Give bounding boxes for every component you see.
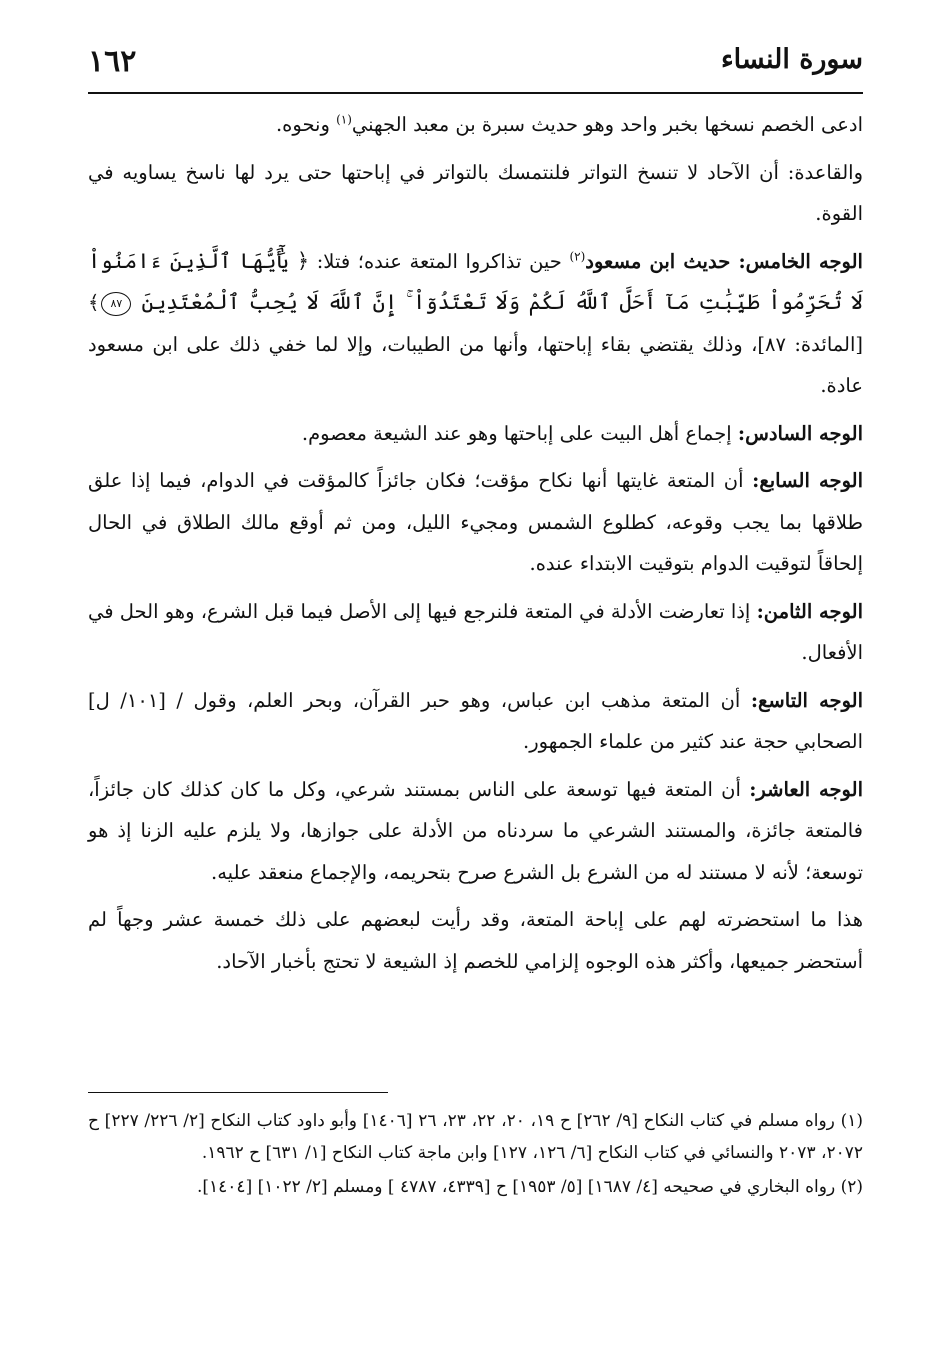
paragraph: الوجه السادس: إجماع أهل البيت على إباحتها وهو عند الشيعة معصوم. (301, 421, 863, 445)
header-rule (88, 92, 863, 94)
section-label: الوجه الخامس: حديث ابن مسعود (585, 249, 863, 273)
paragraph: ادعى الخصم نسخها بخبر واحد وهو حديث سبرة بن معبد الجهني$^{(١)}$ ونحوه. (275, 112, 863, 136)
surah-title: سورة النساء (720, 44, 863, 75)
ayah-number-icon: ٨٧ (101, 292, 131, 316)
section-label: الوجه السابع: (752, 469, 864, 492)
section-label: الوجه العاشر: (749, 777, 863, 801)
section-label: الوجه الثامن: (756, 599, 863, 623)
footnote-marker[interactable]: (١) (336, 112, 352, 127)
footnotes (88, 1106, 863, 1207)
quran-verse: ﴿ يَٰٓأَيُّهَا ٱلَّذِينَ ءَامَنُواْ لَا تُحَرِّمُواْ طَيِّبَٰتِ مَآ أَحَلَّ ٱللَّهُ لَكُمْ وَلَا تَعْتَدُوٓاْ ۚ إِنَّ ٱللَّهَ لَا يُحِبُّ ٱلْمُعْتَدِينَ (88, 248, 863, 314)
paragraph: الوجه السابع: أن المتعة غايتها أنها نكاح مؤقت؛ فكان جائزاً كالمؤقت في الدوام، فيما إذا علق طلاقها بما يجب وقوعه، كطلوع الشمس ومجيء الليل، ومن ثم أوقع مالك الطلاق في الحال إلحاقاً لتوقيت الدوام بتوقيت الابتداء عنده. (88, 469, 864, 575)
paragraph: والقاعدة: أن الآحاد لا تنسخ التواتر فلنتمسك بالتواتر في إباحتها حتى يرد لها ناسخ يساويه في القوة. (88, 160, 863, 225)
paragraph: هذا ما استحضرته لهم على إباحة المتعة، وقد رأيت لبعضهم على ذلك خمسة عشر وجهاً لم أستحضر جميعها، وأكثر هذه الوجوه إلزامي للخصم إذ الشيعة لا تحتج بأخبار الآحاد. (88, 908, 863, 973)
paragraph: الوجه العاشر: أن المتعة فيها توسعة على الناس بمستند شرعي، وكل ما كان كذلك كان جائزاً، فالمتعة جائزة، والمستند الشرعي ما سردناه من الأدلة على جوازها، ولا يلزم عليه الزنا إذ هو توسعة؛ لأنه لا مستند له من الشرع بل الشرع صرح بتحريمه، والإجماع منعقد عليه. (88, 777, 863, 884)
paragraph: الوجه الثامن: إذا تعارضت الأدلة في المتعة فلنرجع فيها إلى الأصل فيما قبل الشرع، وهو الحل في الأفعال. (88, 599, 863, 664)
paragraph: الوجه الخامس: حديث ابن مسعود$^{(٢)}$ حين تذاكروا المتعة عنده؛ فتلا: ﴿ يَٰٓأَيُّهَا ٱلَّذِينَ ءَامَنُواْ لَا تُحَرِّمُواْ طَيِّبَٰتِ مَآ أَحَلَّ ٱللَّهُ لَكُمْ وَلَا تَعْتَدُوٓاْ ۚ إِنَّ ٱللَّهَ لَا يُحِبُّ ٱلْمُعْتَدِينَ ٨٧﴾ [المائدة: ٨٧]، وذلك يقتضي بقاء إباحتها، وأنها من الطيبات، وإلا لما خفي ذلك على ابن مسعود عادة. (88, 248, 863, 397)
paragraph: الوجه التاسع: أن المتعة مذهب ابن عباس، وهو حبر القرآن، وبحر العلم، وقول / [١٠١/ ل] الصحابي حجة عند كثير من علماء الجمهور. (88, 688, 864, 753)
citation: [المائدة: ٨٧]، (751, 332, 863, 356)
footnote-marker[interactable]: (٢) (569, 249, 586, 263)
page-number: ١٦٢ (88, 44, 137, 79)
verse-close: ﴾ (88, 291, 100, 314)
page-header (88, 44, 863, 90)
footnote-rule (88, 1092, 388, 1093)
footnote: (٢) رواه البخاري في صحيحه [٤/ ١٦٨٧] [٥/ ١٩٥٣] ح [٤٣٣٩، ٤٧٨٧ ] ومسلم [٢/ ١٠٢٢] [١٤٠٤]. (196, 1177, 863, 1197)
footnote: (١) رواه مسلم في كتاب النكاح [٩/ ٢٦٢] ح ١٩، ٢٠، ٢٢، ٢٣، ٢٦ [١٤٠٦] وأبو داود كتاب النكاح [٢/ ٢٢٦/ ٢٢٧] ح ٢٠٧٢، ٢٠٧٣ والنسائي في كتاب النكاح [٦/ ١٢٦، ١٢٧] وابن ماجة كتاب النكاح [١/ ٦٣١] ح ١٩٦٢. (88, 1111, 863, 1163)
main-text (88, 104, 863, 988)
section-label: الوجه السادس: (737, 421, 863, 445)
page (88, 36, 863, 1336)
section-label: الوجه التاسع: (750, 688, 864, 712)
